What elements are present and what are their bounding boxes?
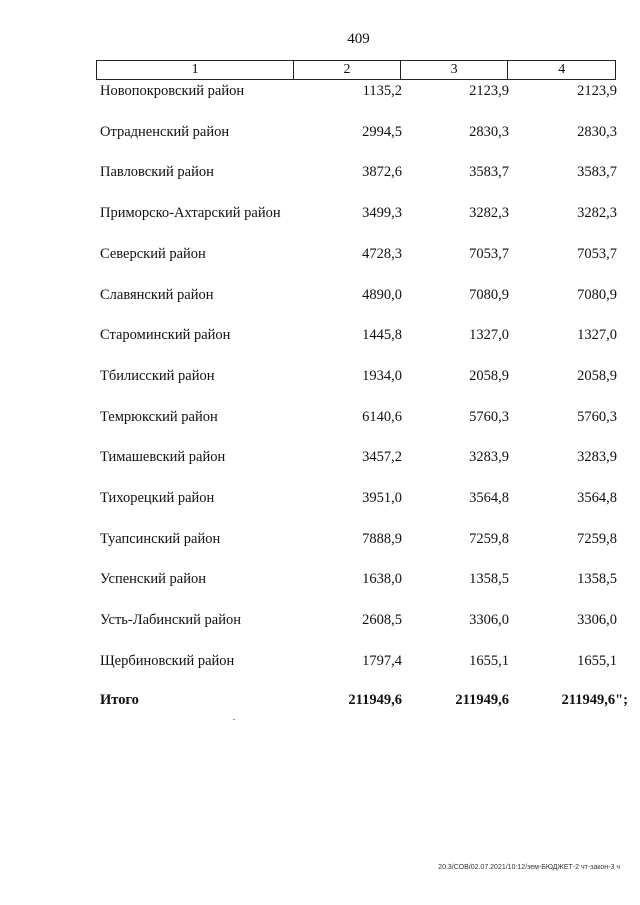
value-col-2: 3872,6 [362, 164, 402, 180]
value-col-2: 2994,5 [362, 124, 402, 140]
document-footer: 20.3/СОВ/02.07.2021/10:12/зем-БЮДЖЕТ-2 чт-закон-3 ч [438, 864, 620, 871]
table-header [96, 60, 616, 80]
value-col-3: 3282,3 [469, 205, 509, 221]
value-col-4: 7259,8 [577, 531, 617, 547]
district-name: Туапсинский район [100, 531, 221, 547]
value-col-3: 2830,3 [469, 124, 509, 140]
total-label: Итого [100, 692, 139, 708]
table-row [0, 406, 640, 428]
table-row [0, 609, 640, 631]
table-row [0, 121, 640, 143]
district-name: Темрюкский район [100, 409, 218, 425]
district-name: Приморско-Ахтарский район [100, 205, 281, 221]
table-row [0, 650, 640, 672]
district-name: Павловский район [100, 164, 214, 180]
value-col-3: 1327,0 [469, 327, 509, 343]
header-col-2: 2 [294, 61, 401, 79]
value-col-2: 3457,2 [362, 449, 402, 465]
district-name: Усть-Лабинский район [100, 612, 241, 628]
value-col-2: 4890,0 [362, 287, 402, 303]
value-col-2: 1135,2 [362, 83, 402, 99]
district-name: Успенский район [100, 571, 206, 587]
value-col-3: 7080,9 [469, 287, 509, 303]
district-name: Щербиновский район [100, 653, 235, 669]
total-col-3: 211949,6 [455, 692, 509, 708]
value-col-4: 2058,9 [577, 368, 617, 384]
page-number: 409 [347, 31, 370, 47]
value-col-4: 2830,3 [577, 124, 617, 140]
district-name: Северский район [100, 246, 206, 262]
header-col-3: 3 [401, 61, 509, 79]
value-col-4: 7080,9 [577, 287, 617, 303]
value-col-2: 6140,6 [362, 409, 402, 425]
value-col-4: 3564,8 [577, 490, 617, 506]
header-col-4: 4 [558, 62, 566, 77]
value-col-3: 3283,9 [469, 449, 509, 465]
value-col-3: 2058,9 [469, 368, 509, 384]
table-row [0, 487, 640, 509]
district-name: Славянский район [100, 287, 214, 303]
district-name: Тихорецкий район [100, 490, 215, 506]
value-col-3: 2123,9 [469, 83, 509, 99]
value-col-3: 1358,5 [469, 571, 509, 587]
value-col-4: 1327,0 [577, 327, 617, 343]
value-col-3: 1655,1 [469, 653, 509, 669]
value-col-2: 1934,0 [362, 368, 402, 384]
header-col-1: 1 [97, 61, 294, 79]
value-col-4: 3583,7 [577, 164, 617, 180]
table-row [0, 324, 640, 346]
value-col-2: 3499,3 [362, 205, 402, 221]
district-name: Староминский район [100, 327, 231, 343]
value-col-2: 1797,4 [362, 653, 402, 669]
table-row [0, 202, 640, 224]
value-col-2: 4728,3 [362, 246, 402, 262]
table-row [0, 243, 640, 265]
value-col-4: 3306,0 [577, 612, 617, 628]
district-name: Новопокровский район [100, 83, 245, 99]
district-name: Отрадненский район [100, 124, 230, 140]
table-row [0, 568, 640, 590]
value-col-4: 5760,3 [577, 409, 617, 425]
table-row [0, 446, 640, 468]
value-col-3: 3583,7 [469, 164, 509, 180]
value-col-4: 7053,7 [577, 246, 617, 262]
value-col-4: 1358,5 [577, 571, 617, 587]
table-row [0, 161, 640, 183]
total-row [0, 689, 640, 711]
table-row [0, 284, 640, 306]
value-col-2: 2608,5 [362, 612, 402, 628]
value-col-2: 1638,0 [362, 571, 402, 587]
value-col-3: 3564,8 [469, 490, 509, 506]
value-col-4: 2123,9 [577, 83, 617, 99]
value-col-2: 1445,8 [362, 327, 402, 343]
table-row [0, 80, 640, 102]
value-col-3: 5760,3 [469, 409, 509, 425]
district-name: Тбилисский район [100, 368, 215, 384]
district-name: Тимашевский район [100, 449, 226, 465]
table-row [0, 365, 640, 387]
total-col-4: 211949,6"; [561, 692, 628, 708]
total-col-2: 211949,6 [348, 692, 402, 708]
value-col-2: 7888,9 [362, 531, 402, 547]
value-col-4: 3282,3 [577, 205, 617, 221]
value-col-2: 3951,0 [362, 490, 402, 506]
value-col-3: 3306,0 [469, 612, 509, 628]
value-col-3: 7053,7 [469, 246, 509, 262]
value-col-3: 7259,8 [469, 531, 509, 547]
scan-speck [233, 719, 235, 720]
value-col-4: 3283,9 [577, 449, 617, 465]
value-col-4: 1655,1 [577, 653, 617, 669]
table-row [0, 528, 640, 550]
